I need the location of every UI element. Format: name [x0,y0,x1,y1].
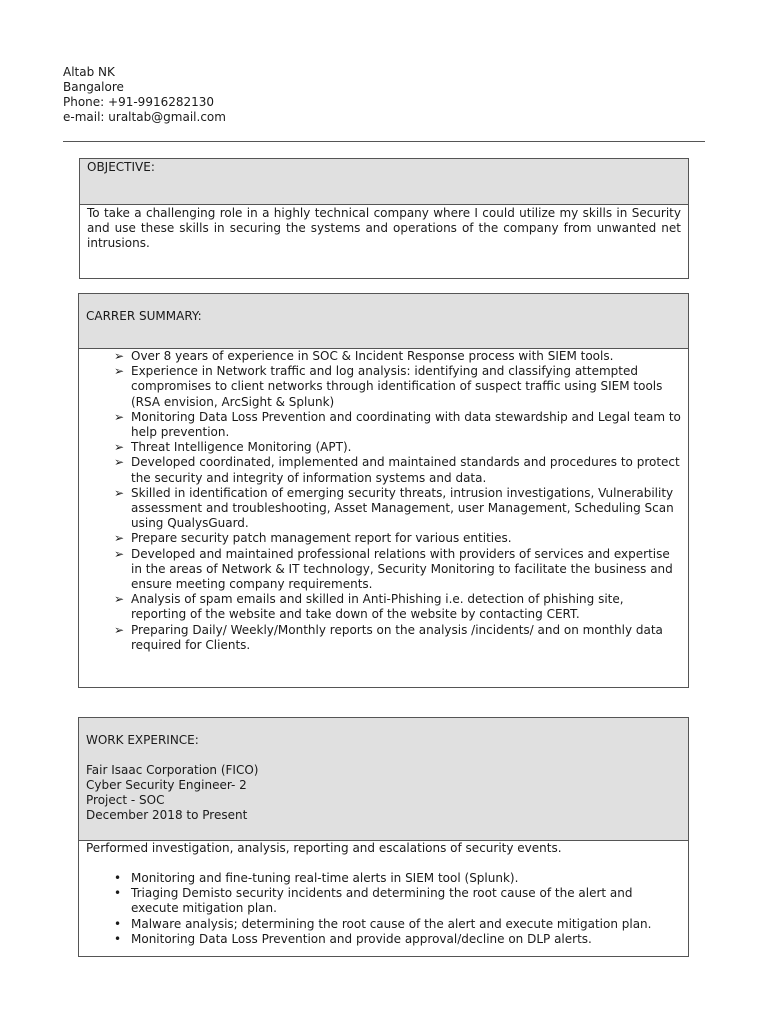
list-item: ➢ Threat Intelligence Monitoring (APT). [114,440,352,455]
arrow-bullet-icon: ➢ [114,364,125,379]
list-item: • Malware analysis; determining the root cause of the alert and execute mitigation plan. [114,916,652,931]
objective-heading: OBJECTIVE: [87,160,155,174]
candidate-phone: Phone: +91-9916282130 [63,95,215,109]
list-item: • Triaging Demisto security incidents and determining the root cause of the alert and execute mitigation plan. [114,886,633,916]
work-header [79,718,688,841]
arrow-bullet-icon: ➢ [114,485,125,500]
work-intro: Performed investigation, analysis, reporting and escalations of security events. [86,841,562,855]
summary-header [79,294,688,349]
arrow-bullet-icon: ➢ [114,349,125,363]
summary-heading: CARRER SUMMARY: [86,309,202,323]
candidate-email: e-mail: uraltab@gmail.com [63,110,226,124]
objective-section [79,158,689,279]
list-item: ➢ Skilled in identification of emerging security threats, intrusion investigations, Vulnerability assessment and troubleshooting, Asset Management, user Management, Scheduling Scan using QualysGuard. [114,485,674,531]
arrow-bullet-icon: ➢ [114,409,125,424]
arrow-bullet-icon: ➢ [114,546,125,561]
list-item: ➢ Experience in Network traffic and log analysis: identifying and classifying attempted compromises to client networks through identification of suspect traffic using SIEM tools (RSA envision, ArcSight & Splunk) [114,364,663,409]
arrow-bullet-icon: ➢ [114,531,125,546]
work-section [78,717,689,957]
list-item: ➢ Monitoring Data Loss Prevention and coordinating with data stewardship and Legal team to help prevention. [114,409,681,440]
work-heading: WORK EXPERINCE: [86,733,199,747]
list-item: • Monitoring Data Loss Prevention and provide approval/decline on DLP alerts. [114,931,592,946]
header-divider [63,141,705,142]
work-list [86,871,681,947]
arrow-bullet-icon: ➢ [114,622,125,637]
work-body [79,841,688,947]
employment-period: December 2018 to Present [86,808,248,822]
list-item: ➢ Over 8 years of experience in SOC & Incident Response process with SIEM tools. [114,349,614,363]
job-title: Cyber Security Engineer- 2 [86,778,247,792]
summary-section [78,293,689,688]
candidate-name: Altab NK [63,65,115,79]
dot-bullet-icon: • [114,886,122,901]
summary-body [79,349,688,653]
arrow-bullet-icon: ➢ [114,455,125,470]
summary-list [86,349,681,653]
dot-bullet-icon: • [114,871,122,885]
list-item: ➢ Developed coordinated, implemented and maintained standards and procedures to protect the security and integrity of information systems and data. [114,455,680,485]
list-item: ➢ Analysis of spam emails and skilled in Anti-Phishing i.e. detection of phishing site, reporting of the website and take down of the website by contacting CERT. [114,592,624,622]
dot-bullet-icon: • [114,931,122,946]
list-item: • Monitoring and fine-tuning real-time alerts in SIEM tool (Splunk). [114,871,519,885]
list-item: ➢ Prepare security patch management report for various entities. [114,531,512,546]
dot-bullet-icon: • [114,916,122,931]
company-name: Fair Isaac Corporation (FICO) [86,763,259,777]
arrow-bullet-icon: ➢ [114,440,125,455]
list-item: ➢ Preparing Daily/ Weekly/Monthly reports on the analysis /incidents/ and on monthly data required for Clients. [114,622,663,652]
contact-block [63,65,226,125]
objective-header [80,159,688,205]
list-item: ➢ Developed and maintained professional relations with providers of services and expertise in the areas of Network & IT technology, Security Monitoring to facilitate the business and ensure meeting company requirements. [114,546,673,592]
arrow-bullet-icon: ➢ [114,592,125,607]
project-name: Project - SOC [86,793,165,807]
objective-text: To take a challenging role in a highly technical company where I could utilize my skills in Security and use these skills in securing the systems and operations of the company from unwanted net intrusions. [87,206,681,250]
candidate-city: Bangalore [63,80,124,94]
